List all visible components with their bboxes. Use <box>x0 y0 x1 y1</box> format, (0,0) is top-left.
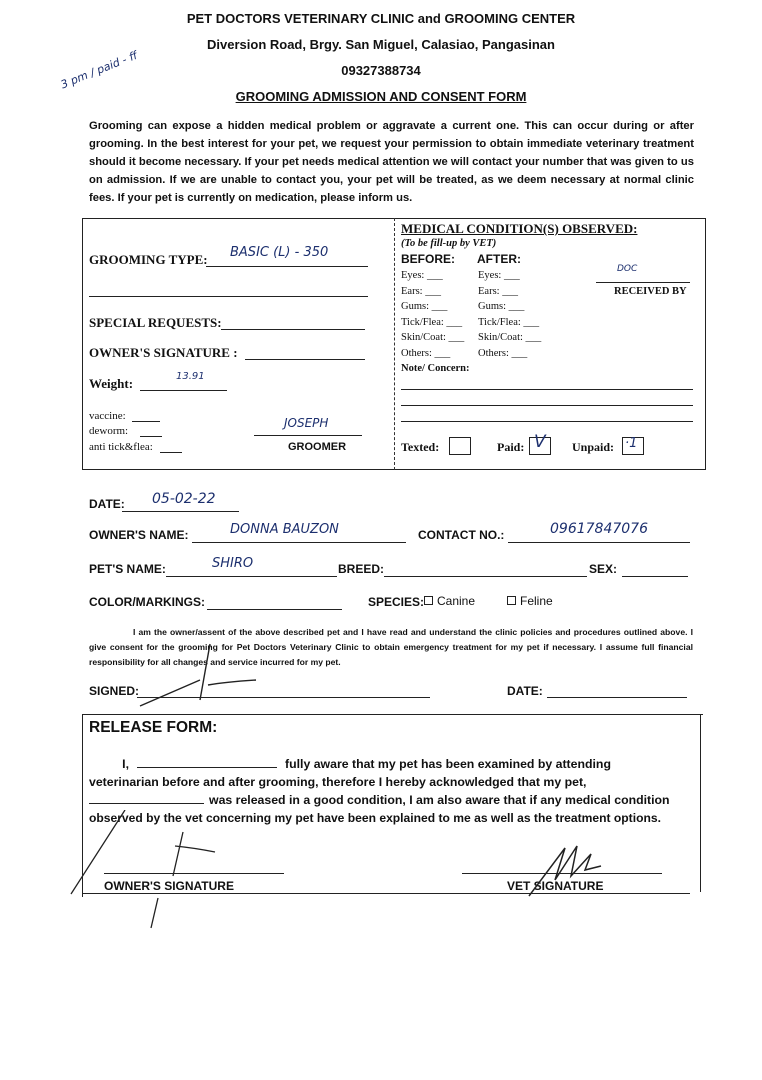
signed-label: SIGNED: <box>89 684 140 698</box>
breed-label: BREED: <box>338 562 385 576</box>
date-line <box>122 511 239 512</box>
deworm-line <box>140 436 162 437</box>
canine-checkbox[interactable] <box>424 596 433 605</box>
received-by-value: DOC <box>617 264 638 274</box>
release-top-line <box>82 714 690 715</box>
vet-signature-scribble <box>525 840 605 900</box>
before-label: BEFORE: <box>401 252 455 266</box>
signed-date-line <box>547 697 687 698</box>
note-label: Note/ Concern: <box>401 363 470 374</box>
medical-row-after: Skin/Coat: ___ <box>478 332 542 344</box>
vaccine-label: vaccine: <box>89 410 126 422</box>
pet-name-label: PET'S NAME: <box>89 562 166 576</box>
unpaid-label: Unpaid: <box>572 440 615 454</box>
deworm-label: deworm: <box>89 425 129 437</box>
owner-name-value: DONNA BAUZON <box>230 522 339 537</box>
release-title: RELEASE FORM: <box>89 719 218 736</box>
canine-label: Canine <box>437 594 476 608</box>
release-line-3 <box>89 791 685 809</box>
pet-name-value: SHIRO <box>212 556 254 571</box>
medical-row-before: Gums: ___ <box>401 301 448 313</box>
paid-label: Paid: <box>497 440 525 454</box>
clinic-phone: 09327388734 <box>341 63 421 78</box>
grooming-type-line-2 <box>89 296 368 297</box>
grooming-type-line <box>206 266 368 267</box>
anti-tick-label: anti tick&flea: <box>89 441 153 453</box>
medical-row-after: Tick/Flea: ___ <box>478 316 540 328</box>
contact-value: 09617847076 <box>550 521 648 537</box>
paid-check-mark: V <box>534 432 546 452</box>
groomer-line <box>254 435 362 436</box>
medical-row-before: Tick/Flea: ___ <box>401 316 463 328</box>
margin-note: 3 pm / paid - ff <box>58 48 140 92</box>
release-vet-signature-label: VET SIGNATURE <box>507 879 604 893</box>
release-body-3: was released in a good condition, I am also aware that if any medical condition <box>209 793 670 807</box>
contact-label: CONTACT NO.: <box>418 528 505 542</box>
form-title: GROOMING ADMISSION AND CONSENT FORM <box>235 89 527 104</box>
release-body-4: observed by the vet concerning my pet have been explained to me as well as the treatment options. <box>89 811 661 825</box>
sex-label: SEX: <box>589 562 618 576</box>
medical-row-after: Gums: ___ <box>478 301 525 313</box>
texted-checkbox[interactable] <box>449 437 471 455</box>
groomer-label: GROOMER <box>288 441 347 453</box>
medical-row-before: Eyes: ___ <box>401 270 443 281</box>
vaccine-line <box>132 421 160 422</box>
signed-date-label: DATE: <box>507 684 543 698</box>
received-by-line <box>596 282 690 283</box>
note-line-1 <box>401 389 693 390</box>
unpaid-mark: ·1 <box>625 436 638 451</box>
consent-paragraph: I am the owner/assent of the above described pet and I have read and understand the clinic policies and procedures outlined above. I give consent for the grooming for Pet Doctors Veterinary Clinic to obtain emergency treatment for my pet if necessary. I assume full financial responsibility for all changes and service incurred for my pet. <box>89 627 693 667</box>
breed-line <box>384 576 587 577</box>
weight-label: Weight: <box>89 376 134 391</box>
release-body-2: veterinarian before and after grooming, therefore I hereby acknowledged that my pet, <box>89 775 587 789</box>
medical-row-before: Others: ___ <box>401 348 451 359</box>
clinic-address: Diversion Road, Brgy. San Miguel, Calasiao, Pangasinan <box>207 37 555 52</box>
grooming-type-value: BASIC (L) - 350 <box>230 245 329 260</box>
medical-row-after: Eyes: ___ <box>478 270 520 281</box>
species-label: SPECIES: <box>368 595 425 609</box>
pet-name-line <box>166 576 337 577</box>
special-requests-label: SPECIAL REQUESTS: <box>89 315 222 330</box>
owner-name-label: OWNER'S NAME: <box>89 528 189 542</box>
box-divider <box>394 218 395 470</box>
release-owner-signature-scribble <box>65 810 225 930</box>
owner-signature-label: OWNER'S SIGNATURE : <box>89 345 238 360</box>
groomer-value: JOSEPH <box>284 416 329 430</box>
owner-signature-line <box>245 359 365 360</box>
contact-line <box>508 542 690 543</box>
weight-value: 13.91 <box>176 371 205 382</box>
owner-signature-scribble <box>130 640 270 720</box>
color-label: COLOR/MARKINGS: <box>89 595 205 609</box>
medical-row-after: Ears: ___ <box>478 285 518 297</box>
sex-line <box>622 576 688 577</box>
medical-title: MEDICAL CONDITION(S) OBSERVED: <box>401 221 638 236</box>
canine-option[interactable] <box>424 594 475 608</box>
medical-row-before: Ears: ___ <box>401 285 441 297</box>
owner-name-line <box>192 542 406 543</box>
release-body-1: fully aware that my pet has been examined by attending <box>285 757 611 771</box>
release-line-1 <box>89 755 685 773</box>
clinic-name: PET DOCTORS VETERINARY CLINIC and GROOMING CENTER <box>186 11 576 26</box>
received-by-label: RECEIVED BY <box>614 286 687 297</box>
feline-option[interactable] <box>507 594 553 608</box>
grooming-type-label: GROOMING TYPE: <box>89 252 208 267</box>
intro-paragraph: Grooming can expose a hidden medical problem or aggravate a current one. This can occur during or after grooming. In the best interest for your pet, we request your permission to obtain immediate veterinary treatment should it become necessary. If your pet needs medical attention we will contact your number that was given to us on admission. If we are unable to contact you, your pet will be treated, as we deem necessary at normal clinic fees. If your pet is currently on medication, please inform us. <box>89 120 694 204</box>
color-line <box>207 609 342 610</box>
release-owner-signature-label: OWNER'S SIGNATURE <box>104 879 234 893</box>
medical-row-after: Others: ___ <box>478 348 528 359</box>
after-label: AFTER: <box>477 252 521 266</box>
medical-row-before: Skin/Coat: ___ <box>401 332 465 344</box>
anti-tick-line <box>160 452 182 453</box>
note-line-2 <box>401 405 693 406</box>
weight-line <box>140 390 227 391</box>
texted-label: Texted: <box>401 440 440 454</box>
release-i: I, <box>122 757 129 771</box>
date-value: 05-02-22 <box>152 491 216 507</box>
feline-checkbox[interactable] <box>507 596 516 605</box>
feline-label: Feline <box>520 594 553 608</box>
medical-subtitle: (To be fill-up by VET) <box>401 238 497 249</box>
release-right-line <box>700 714 701 892</box>
note-line-3 <box>401 421 693 422</box>
special-requests-line <box>221 329 365 330</box>
release-pet-line <box>89 791 204 804</box>
release-name-line <box>137 755 277 768</box>
date-label: DATE: <box>89 497 125 511</box>
